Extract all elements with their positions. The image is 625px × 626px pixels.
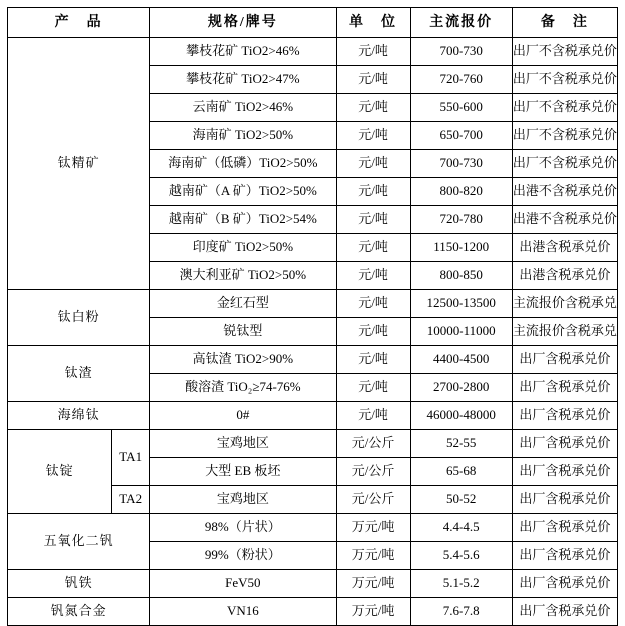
header-spec: 规格/牌号 xyxy=(150,8,336,38)
remark-cell: 出厂含税承兑价 xyxy=(512,402,617,430)
unit-cell: 元/吨 xyxy=(336,318,410,346)
remark-cell: 出港不含税承兑价 xyxy=(512,178,617,206)
unit-cell: 万元/吨 xyxy=(336,514,410,542)
unit-cell: 元/吨 xyxy=(336,234,410,262)
table-header xyxy=(8,8,618,38)
price-cell: 720-760 xyxy=(410,66,512,94)
price-cell: 10000-11000 xyxy=(410,318,512,346)
product-name-cell: 钒铁 xyxy=(8,570,150,598)
price-cell: 550-600 xyxy=(410,94,512,122)
spec-cell: 越南矿（B 矿）TiO2>54% xyxy=(150,206,336,234)
spec-cell: FeV50 xyxy=(150,570,336,598)
grade-cell: TA1 xyxy=(112,430,150,486)
spec-cell: 锐钛型 xyxy=(150,318,336,346)
unit-cell: 元/吨 xyxy=(336,38,410,66)
unit-cell: 元/吨 xyxy=(336,290,410,318)
table-row xyxy=(8,514,618,542)
price-cell: 800-820 xyxy=(410,178,512,206)
remark-cell: 出厂含税承兑价 xyxy=(512,598,617,626)
remark-cell: 主流报价含税承兑 xyxy=(512,318,617,346)
remark-cell: 出厂含税承兑价 xyxy=(512,514,617,542)
price-cell: 650-700 xyxy=(410,122,512,150)
remark-cell: 出厂不含税承兑价 xyxy=(512,66,617,94)
product-name-cell: 钒氮合金 xyxy=(8,598,150,626)
price-cell: 720-780 xyxy=(410,206,512,234)
price-cell: 700-730 xyxy=(410,38,512,66)
price-cell: 5.1-5.2 xyxy=(410,570,512,598)
remark-cell: 出厂不含税承兑价 xyxy=(512,38,617,66)
remark-cell: 出厂不含税承兑价 xyxy=(512,94,617,122)
price-cell: 1150-1200 xyxy=(410,234,512,262)
product-name-cell: 钛渣 xyxy=(8,346,150,402)
unit-cell: 万元/吨 xyxy=(336,542,410,570)
remark-cell: 出厂含税承兑价 xyxy=(512,374,617,402)
table-row xyxy=(8,402,618,430)
remark-cell: 出厂含税承兑价 xyxy=(512,430,617,458)
remark-cell: 出厂含税承兑价 xyxy=(512,346,617,374)
remark-cell: 出港不含税承兑价 xyxy=(512,206,617,234)
spec-cell: 印度矿 TiO2>50% xyxy=(150,234,336,262)
header-product: 产 品 xyxy=(8,8,150,38)
header-row xyxy=(8,8,618,38)
price-cell: 46000-48000 xyxy=(410,402,512,430)
remark-cell: 出港含税承兑价 xyxy=(512,234,617,262)
product-name-cell: 钛锭 xyxy=(8,430,112,514)
spec-cell: 澳大利亚矿 TiO2>50% xyxy=(150,262,336,290)
price-cell: 50-52 xyxy=(410,486,512,514)
remark-cell: 出厂含税承兑价 xyxy=(512,486,617,514)
unit-cell: 元/吨 xyxy=(336,346,410,374)
unit-cell: 元/吨 xyxy=(336,402,410,430)
header-price: 主流报价 xyxy=(410,8,512,38)
unit-cell: 元/公斤 xyxy=(336,458,410,486)
price-cell: 52-55 xyxy=(410,430,512,458)
price-table xyxy=(7,7,618,626)
price-cell: 4400-4500 xyxy=(410,346,512,374)
spec-cell: 越南矿（A 矿）TiO2>50% xyxy=(150,178,336,206)
spec-cell: 攀枝花矿 TiO2>47% xyxy=(150,66,336,94)
remark-cell: 出厂含税承兑价 xyxy=(512,542,617,570)
spec-cell: 大型 EB 板坯 xyxy=(150,458,336,486)
table-row xyxy=(8,430,618,458)
remark-cell: 出厂含税承兑价 xyxy=(512,570,617,598)
unit-cell: 元/吨 xyxy=(336,374,410,402)
spec-cell: 98%（片状） xyxy=(150,514,336,542)
spec-cell: 宝鸡地区 xyxy=(150,430,336,458)
table-row xyxy=(8,346,618,374)
spec-cell: 宝鸡地区 xyxy=(150,486,336,514)
spec-cell: 99%（粉状） xyxy=(150,542,336,570)
product-name-cell: 钛精矿 xyxy=(8,38,150,290)
spec-cell: 海南矿 TiO2>50% xyxy=(150,122,336,150)
table-row xyxy=(8,290,618,318)
price-cell: 7.6-7.8 xyxy=(410,598,512,626)
product-name-cell: 五氧化二钒 xyxy=(8,514,150,570)
price-cell: 65-68 xyxy=(410,458,512,486)
table-body xyxy=(8,38,618,626)
spec-cell: VN16 xyxy=(150,598,336,626)
unit-cell: 元/吨 xyxy=(336,66,410,94)
unit-cell: 元/公斤 xyxy=(336,486,410,514)
table-row xyxy=(8,38,618,66)
price-cell: 5.4-5.6 xyxy=(410,542,512,570)
unit-cell: 元/吨 xyxy=(336,122,410,150)
remark-cell: 出厂含税承兑价 xyxy=(512,458,617,486)
remark-cell: 主流报价含税承兑 xyxy=(512,290,617,318)
unit-cell: 万元/吨 xyxy=(336,570,410,598)
price-cell: 700-730 xyxy=(410,150,512,178)
table-row xyxy=(8,598,618,626)
remark-cell: 出厂不含税承兑价 xyxy=(512,122,617,150)
price-cell: 2700-2800 xyxy=(410,374,512,402)
price-cell: 12500-13500 xyxy=(410,290,512,318)
price-cell: 800-850 xyxy=(410,262,512,290)
header-unit: 单 位 xyxy=(336,8,410,38)
table-row xyxy=(8,570,618,598)
unit-cell: 元/吨 xyxy=(336,94,410,122)
spec-cell: 酸溶渣 TiO₂≥74-76% xyxy=(150,374,336,402)
spec-cell: 高钛渣 TiO2>90% xyxy=(150,346,336,374)
unit-cell: 元/吨 xyxy=(336,206,410,234)
header-remark: 备 注 xyxy=(512,8,617,38)
spec-cell: 0# xyxy=(150,402,336,430)
spec-cell: 金红石型 xyxy=(150,290,336,318)
spec-cell: 攀枝花矿 TiO2>46% xyxy=(150,38,336,66)
product-name-cell: 海绵钛 xyxy=(8,402,150,430)
grade-cell: TA2 xyxy=(112,486,150,514)
spec-cell: 云南矿 TiO2>46% xyxy=(150,94,336,122)
unit-cell: 元/公斤 xyxy=(336,430,410,458)
unit-cell: 万元/吨 xyxy=(336,598,410,626)
product-name-cell: 钛白粉 xyxy=(8,290,150,346)
spec-cell: 海南矿（低磷）TiO2>50% xyxy=(150,150,336,178)
price-cell: 4.4-4.5 xyxy=(410,514,512,542)
unit-cell: 元/吨 xyxy=(336,150,410,178)
unit-cell: 元/吨 xyxy=(336,178,410,206)
remark-cell: 出厂不含税承兑价 xyxy=(512,150,617,178)
unit-cell: 元/吨 xyxy=(336,262,410,290)
remark-cell: 出港含税承兑价 xyxy=(512,262,617,290)
